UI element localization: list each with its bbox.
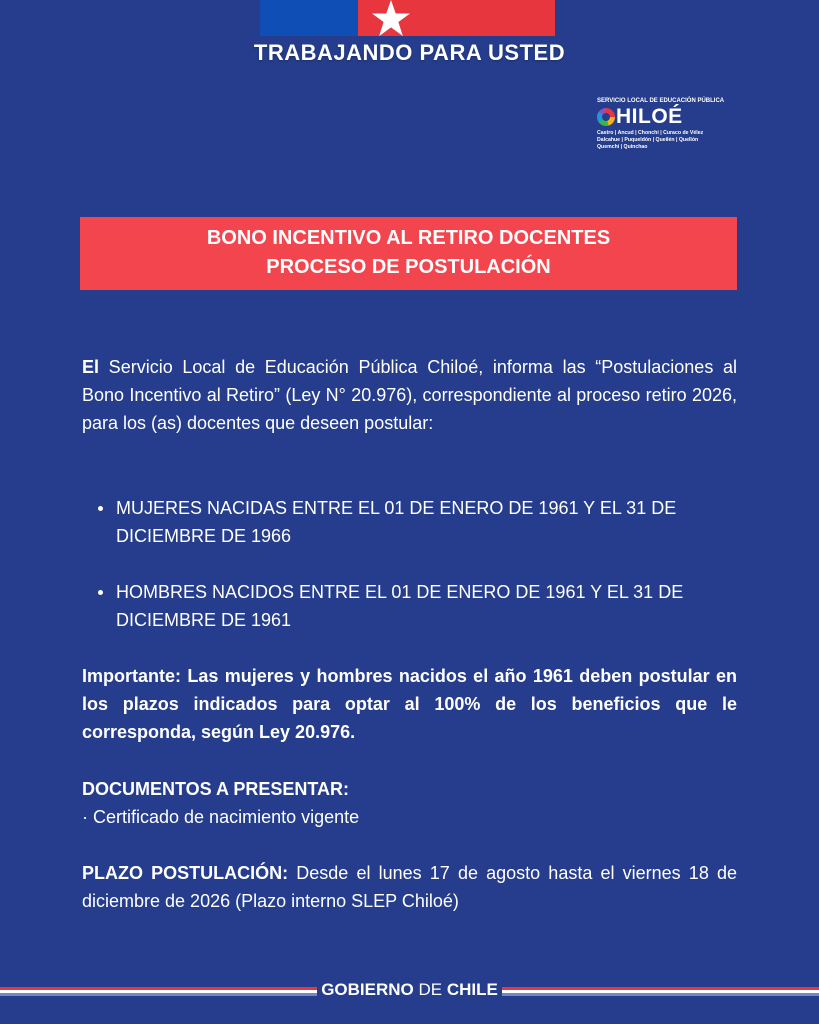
deadline-paragraph: [82, 859, 737, 915]
list-item: MUJERES NACIDAS ENTRE EL 01 DE ENERO DE 1961 Y EL 31 DE DICIEMBRE DE 1966: [82, 494, 722, 550]
flag-blue-field: [260, 0, 358, 36]
slep-communes: [597, 130, 727, 151]
important-notice: [82, 662, 737, 746]
deadline-text: Desde el lunes 17 de agosto hasta el viernes 18 de diciembre de 2026 (Plazo interno SLEP Chiloé): [82, 863, 737, 911]
slep-brand-text: HILOÉ: [616, 105, 683, 128]
eligibility-list-men: [82, 578, 722, 634]
gobierno-de-chile-logo: [317, 980, 502, 1000]
banner-line-2: PROCESO DE POSTULACIÓN: [266, 256, 551, 278]
banner-line-1: BONO INCENTIVO AL RETIRO DOCENTES: [206, 227, 611, 249]
slep-communes-line: Castro | Ancud | Chonchi | Curaco de Vélez: [597, 130, 704, 136]
eligibility-list-women: [82, 494, 722, 550]
footer-gobierno: GOBIERNO: [321, 980, 414, 999]
intro-text: Servicio Local de Educación Pública Chiloé, informa las “Postulaciones al Bono Incentivo al Retiro” (Ley N° 20.976), correspondiente al proceso retiro 2026, para los (as) docentes que deseen postular:: [82, 357, 737, 433]
documents-title: DOCUMENTOS A PRESENTAR:: [82, 779, 350, 799]
star-icon: [371, 0, 411, 37]
slep-brand: [597, 106, 727, 128]
slep-logo-c-icon: [597, 108, 615, 126]
footer-stripe-left: [0, 987, 317, 996]
title-banner: [80, 217, 737, 290]
intro-paragraph: [82, 353, 737, 437]
important-text: Las mujeres y hombres nacidos el año 1961 deben postular en los plazos indicados para optar al 100% de los beneficios que le corresponda, según Ley 20.976.: [82, 666, 737, 742]
slep-communes-line: Dalcahue | Puqueldón | Queilén | Quellón: [597, 137, 699, 143]
footer-chile: CHILE: [446, 980, 498, 999]
deadline-label: PLAZO POSTULACIÓN:: [82, 863, 289, 883]
footer: [0, 978, 819, 1008]
documents-item: · Certificado de nacimiento vigente: [82, 807, 360, 827]
important-label: Importante:: [82, 666, 181, 686]
list-item: HOMBRES NACIDOS ENTRE EL 01 DE ENERO DE 1961 Y EL 31 DE DICIEMBRE DE 1961: [82, 578, 722, 634]
footer-de: DE: [413, 980, 447, 999]
slep-chiloe-logo: [597, 98, 727, 151]
slep-kicker: SERVICIO LOCAL DE EDUCACIÓN PÚBLICA: [597, 98, 725, 104]
intro-first-word: El: [82, 357, 100, 377]
chile-flag-stripe: [260, 0, 555, 36]
header-title: TRABAJANDO PARA USTED: [253, 40, 566, 65]
slep-communes-line: Quemchi | Quinchao: [597, 144, 648, 150]
footer-stripe-right: [502, 987, 819, 996]
